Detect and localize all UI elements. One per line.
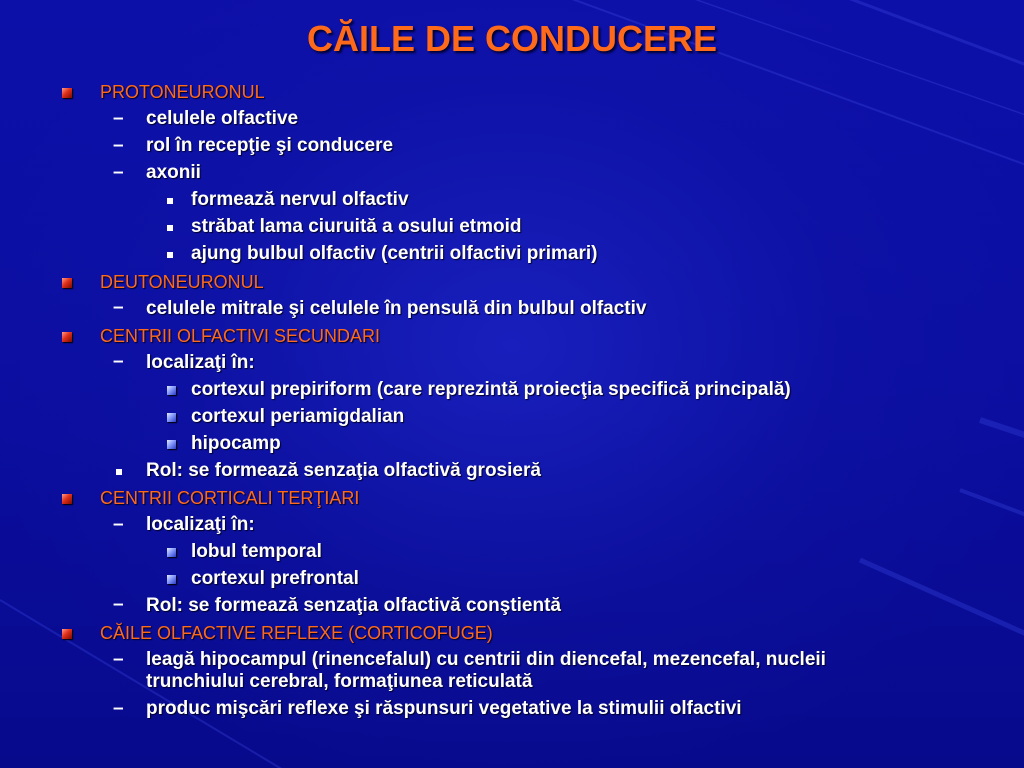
section-heading: CENTRII OLFACTIVI SECUNDARI [100,326,381,346]
dash-bullet-icon: – [113,108,124,129]
list-item: axonii [146,162,201,183]
sub-list-item: cortexul periamigdalian [191,406,405,427]
blue-square-bullet-icon [167,386,176,395]
red-square-bullet-icon [62,494,72,504]
dash-bullet-icon: – [113,649,124,670]
dash-bullet-icon: – [113,698,124,719]
list-item: Rol: se formează senzaţia olfactivă grosieră [146,460,541,481]
list-item: rol în recepţie şi conducere [146,135,394,156]
small-square-bullet-icon [167,252,173,258]
small-square-bullet-icon [116,469,122,475]
small-square-bullet-icon [167,225,173,231]
list-item: localizaţi în: [146,514,255,535]
red-square-bullet-icon [62,332,72,342]
list-item: celulele mitrale şi celulele în pensulă din bulbul olfactiv [146,298,647,319]
red-square-bullet-icon [62,629,72,639]
section-heading: DEUTONEURONUL [100,272,264,292]
section-heading: PROTONEURONUL [100,82,265,102]
section-heading: CĂILE OLFACTIVE REFLEXE (CORTICOFUGE) [100,623,493,643]
dash-bullet-icon: – [113,351,124,372]
list-item: leagă hipocampul (rinencefalul) cu centrii din diencefal, mezencefal, nucleii [146,649,826,670]
list-item: localizaţi în: [146,352,255,373]
red-square-bullet-icon [62,88,72,98]
sub-list-item: hipocamp [191,433,281,454]
dash-bullet-icon: – [113,162,124,183]
sub-list-item: cortexul prefrontal [191,568,359,589]
slide-title: CĂILE DE CONDUCERE [306,18,718,59]
red-square-bullet-icon [62,278,72,288]
sub-list-item: formează nervul olfactiv [191,189,409,210]
sub-list-item: cortexul prepiriform (care reprezintă proiecţia specifică principală) [191,379,791,400]
sub-list-item: străbat lama ciuruită a osului etmoid [191,216,522,237]
blue-square-bullet-icon [167,413,176,422]
sub-list-item: ajung bulbul olfactiv (centrii olfactivi primari) [191,243,598,264]
blue-square-bullet-icon [167,575,176,584]
dash-bullet-icon: – [113,297,124,318]
list-item-continuation: trunchiului cerebral, formaţiunea reticulată [146,671,533,692]
dash-bullet-icon: – [113,594,124,615]
blue-square-bullet-icon [167,548,176,557]
section-heading: CENTRII CORTICALI TERŢIARI [100,488,360,508]
list-item: celulele olfactive [146,108,299,129]
list-item: produc mişcări reflexe şi răspunsuri vegetative la stimulii olfactivi [146,698,742,719]
blue-square-bullet-icon [167,440,176,449]
dash-bullet-icon: – [113,514,124,535]
small-square-bullet-icon [167,198,173,204]
sub-list-item: lobul temporal [191,541,322,562]
list-item: Rol: se formează senzaţia olfactivă conştientă [146,595,561,616]
dash-bullet-icon: – [113,135,124,156]
